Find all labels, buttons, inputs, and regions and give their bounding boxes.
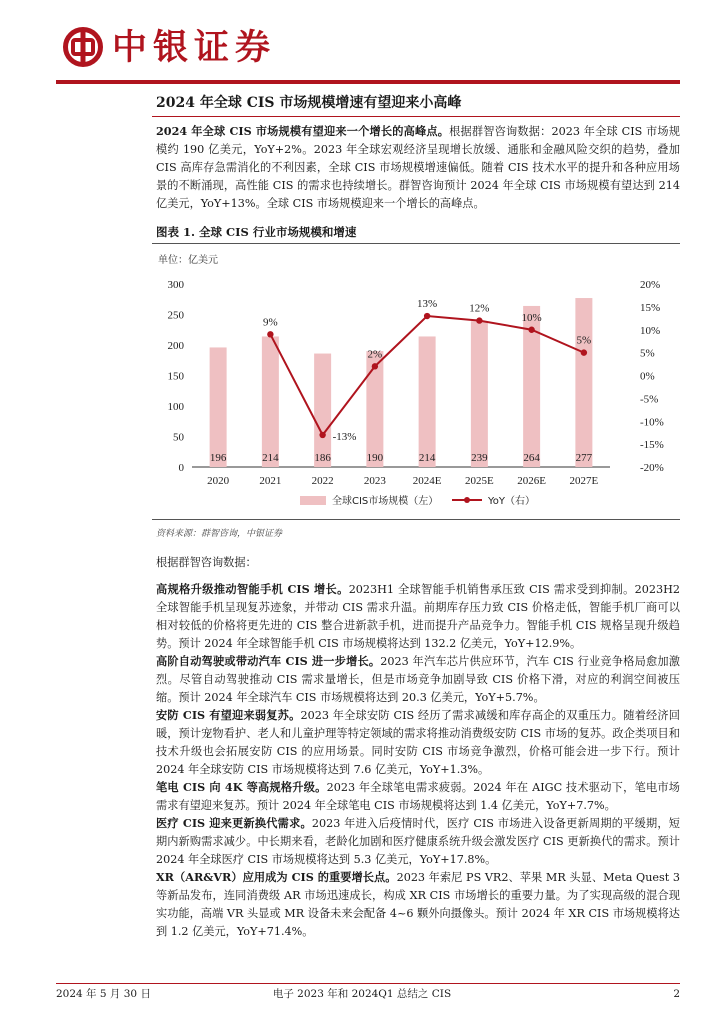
bar-value-label: 239: [471, 452, 488, 464]
x-axis-tick-label: 2020: [207, 475, 230, 487]
paragraph-bold: 医疗 CIS 迎来更新换代需求。: [156, 816, 312, 830]
right-axis-tick-label: 5%: [640, 347, 655, 360]
paragraph-security: [156, 706, 680, 779]
bar-value-label: 196: [209, 452, 227, 464]
yoy-data-label: 12%: [469, 302, 490, 315]
chart-unit-label: 单位：亿美元: [158, 255, 218, 266]
x-axis-tick-label: 2021: [259, 475, 282, 487]
body-lead: 根据群智咨询数据：: [156, 556, 257, 569]
bar-2020: [210, 347, 227, 467]
paragraph-bold: XR（AR&VR）应用成为 CIS 的重要增长点。: [156, 870, 397, 884]
yoy-data-label: 10%: [521, 311, 542, 324]
x-axis-tick-label: 2027E: [569, 475, 599, 487]
bar-value-label: 186: [314, 452, 331, 464]
left-axis-tick-label: 0: [178, 462, 184, 474]
intro-paragraph: [156, 122, 680, 213]
legend-label-line: YoY（右）: [488, 496, 536, 507]
bar-2022: [314, 354, 331, 467]
figure-source: 资料来源：群智咨询，中银证券: [156, 529, 283, 539]
yoy-point-2022: [319, 432, 325, 438]
intro-bold: 2024 年全球 CIS 市场规模有望迎来一个增长的高峰点。: [156, 124, 450, 138]
footer-date: 2024 年 5 月 30 日: [56, 988, 151, 1000]
bar-value-label: 264: [523, 452, 540, 464]
left-axis-tick-label: 150: [167, 370, 184, 383]
yoy-data-label: 9%: [263, 316, 278, 329]
left-axis-tick-label: 200: [167, 340, 184, 352]
yoy-point-2026E: [528, 327, 534, 333]
bar-value-label: 190: [366, 452, 384, 464]
paragraph-smartphone: [156, 580, 680, 653]
x-axis-tick-label: 2022: [311, 475, 334, 487]
right-axis-tick-label: -5%: [640, 393, 659, 406]
right-axis-tick-label: -20%: [640, 462, 664, 474]
left-axis-tick-label: 300: [167, 279, 184, 291]
bar-2024E: [419, 336, 436, 467]
yoy-data-label: 2%: [367, 348, 383, 361]
bank-of-china-logo-icon: [62, 26, 104, 68]
left-axis-tick-label: 100: [167, 401, 184, 413]
paragraph-laptop: [156, 778, 680, 815]
x-axis-tick-label: 2026E: [517, 475, 546, 487]
footer-page-number: 2: [673, 988, 680, 1000]
section-rule: [152, 116, 680, 117]
right-axis-tick-label: 20%: [640, 279, 661, 291]
figure-top-rule: [152, 243, 680, 244]
bar-value-label: 214: [418, 452, 436, 464]
right-axis-tick-label: 10%: [640, 324, 661, 337]
cis-market-chart: [152, 248, 680, 516]
paragraph-text: 2023 年全球安防 CIS 经历了需求减缓和库存高企的双重压力。随着经济回暖，预计宠物看护、老人和儿童护理等特定领域的需求将推动消费级安防 CIS 市场的复苏。政企类项目和技术升级也会拓展安防 CIS 的应用场景。同时安防 CIS 市场竞争激烈，价格可能会进一步下行。预计 2024 年全球安防 CIS 市场规模将达到 7.6 亿美元，YoY+1.3%。: [156, 709, 680, 776]
paragraph-bold: 安防 CIS 有望迎来弱复苏。: [156, 708, 301, 722]
bar-2025E: [471, 321, 488, 467]
yoy-data-label: -13%: [332, 430, 357, 443]
page-header: [0, 0, 724, 84]
left-axis-tick-label: 250: [167, 309, 184, 322]
bar-2021: [262, 336, 279, 467]
yoy-point-2025E: [476, 317, 482, 323]
x-axis-tick-label: 2024E: [412, 475, 442, 487]
paragraph-xr: [156, 868, 680, 941]
yoy-point-2023: [372, 363, 378, 369]
section-title: 2024 年全球 CIS 市场规模增速有望迎来小高峰: [156, 95, 462, 111]
paragraph-text: 2023 年进入后疫情时代，医疗 CIS 市场进入设备更新周期的平缓期，短期内新购需求减少。中长期来看，老龄化加剧和医疗健康系统升级会激发医疗 CIS 更新换代的需求。预计 2024 年全球医疗 CIS 市场规模将达到 5.3 亿美元，YoY+17.8%。: [156, 817, 680, 866]
paragraph-bold: 高阶自动驾驶或带动汽车 CIS 进一步增长。: [156, 654, 381, 668]
right-axis-tick-label: 0%: [640, 370, 655, 383]
x-axis-tick-label: 2023: [363, 475, 386, 487]
brand-name: 中银证券: [112, 28, 277, 68]
figure-bottom-rule: [152, 519, 680, 520]
header-rule: [56, 80, 680, 84]
legend-swatch-bar: [300, 496, 326, 505]
left-axis-tick-label: 50: [173, 431, 184, 444]
figure-title: 图表 1. 全球 CIS 行业市场规模和增速: [156, 225, 357, 239]
right-axis-tick-label: -15%: [640, 439, 664, 452]
x-axis-tick-label: 2025E: [465, 475, 494, 487]
legend-label-bar: 全球CIS市场规模（左）: [332, 496, 439, 507]
paragraph-bold: 笔电 CIS 向 4K 等高规格升级。: [156, 780, 327, 794]
legend-swatch-marker: [464, 497, 470, 503]
bar-2027E: [575, 298, 592, 467]
yoy-data-label: 5%: [576, 334, 592, 347]
yoy-point-2027E: [581, 349, 587, 355]
bar-value-label: 214: [262, 452, 279, 464]
paragraph-text: 2023 年全球笔电需求疲弱。2024 年在 AIGC 技术驱动下，笔电市场需求有望迎来复苏。预计 2024 年全球笔电 CIS 市场规模将达到 1.4 亿美元，YoY+7.7%。: [156, 781, 680, 812]
paragraph-automotive: [156, 652, 680, 707]
bar-value-label: 277: [575, 452, 593, 464]
right-axis-tick-label: -10%: [640, 416, 664, 429]
paragraph-text: 2023H1 全球智能手机销售承压致 CIS 需求受到抑制。2023H2 全球智能手机呈现复苏迹象，并带动 CIS 需求升温。前期库存压力致 CIS 价格走低，智能手机厂商可以相对较低的价格将更先进的 CIS 整合进新款手机，进而提升产品竞争力。智能手机 CIS 规格呈现升级趋势。预计 2024 年全球智能手机 CIS 市场规模将达到 132.2 亿美元，YoY+12.9%。: [156, 583, 680, 650]
paragraph-bold: 高规格升级推动智能手机 CIS 增长。: [156, 582, 349, 596]
right-axis-tick-label: 15%: [640, 301, 661, 314]
yoy-point-2024E: [424, 313, 430, 319]
paragraph-text: 2023 年汽车芯片供应环节，汽车 CIS 行业竞争格局愈加激烈。尽管自动驾驶推动 CIS 需求量增长，但是市场竞争加剧导致 CIS 价格下滑，对应的利润空间被压缩。预计 2024 年全球汽车 CIS 市场规模将达到 20.3 亿美元，YoY+5.7%。: [156, 655, 680, 704]
footer-doc-title: 电子 2023 年和 2024Q1 总结之 CIS: [272, 988, 452, 1000]
intro-text: 根据群智咨询数据：2023 年全球 CIS 市场规模约 190 亿美元，YoY+2%。2023 年全球宏观经济呈现增长放缓、通胀和金融风险交织的趋势，叠加 CIS 高库存急需消化的不利因素，全球 CIS 市场规模增速偏低。随着 CIS 技术水平的提升和各种应用场景的不断涌现，高性能 CIS 的需求也持续增长。群智咨询预计 2024 年全球 CIS 市场规模有望达到 214 亿美元，YoY+13%。全球 CIS 市场规模迎来一个增长的高峰点。: [156, 125, 680, 210]
yoy-data-label: 13%: [417, 298, 438, 311]
paragraph-text: 2023 年索尼 PS VR2、苹果 MR 头显、Meta Quest 3 等新品发布，连同消费级 AR 市场迅速成长，构成 XR CIS 市场增长的重要力量。为了实现高级的混合现实功能，高端 VR 头显或 MR 设备未来会配备 4~6 颗外向摄像头。预计 2024 年 XR CIS 市场规模将达到 1.2 亿美元，YoY+71.4%。: [156, 871, 681, 938]
footer-rule: [56, 983, 680, 984]
paragraph-medical: [156, 814, 680, 869]
yoy-point-2021: [267, 331, 273, 337]
